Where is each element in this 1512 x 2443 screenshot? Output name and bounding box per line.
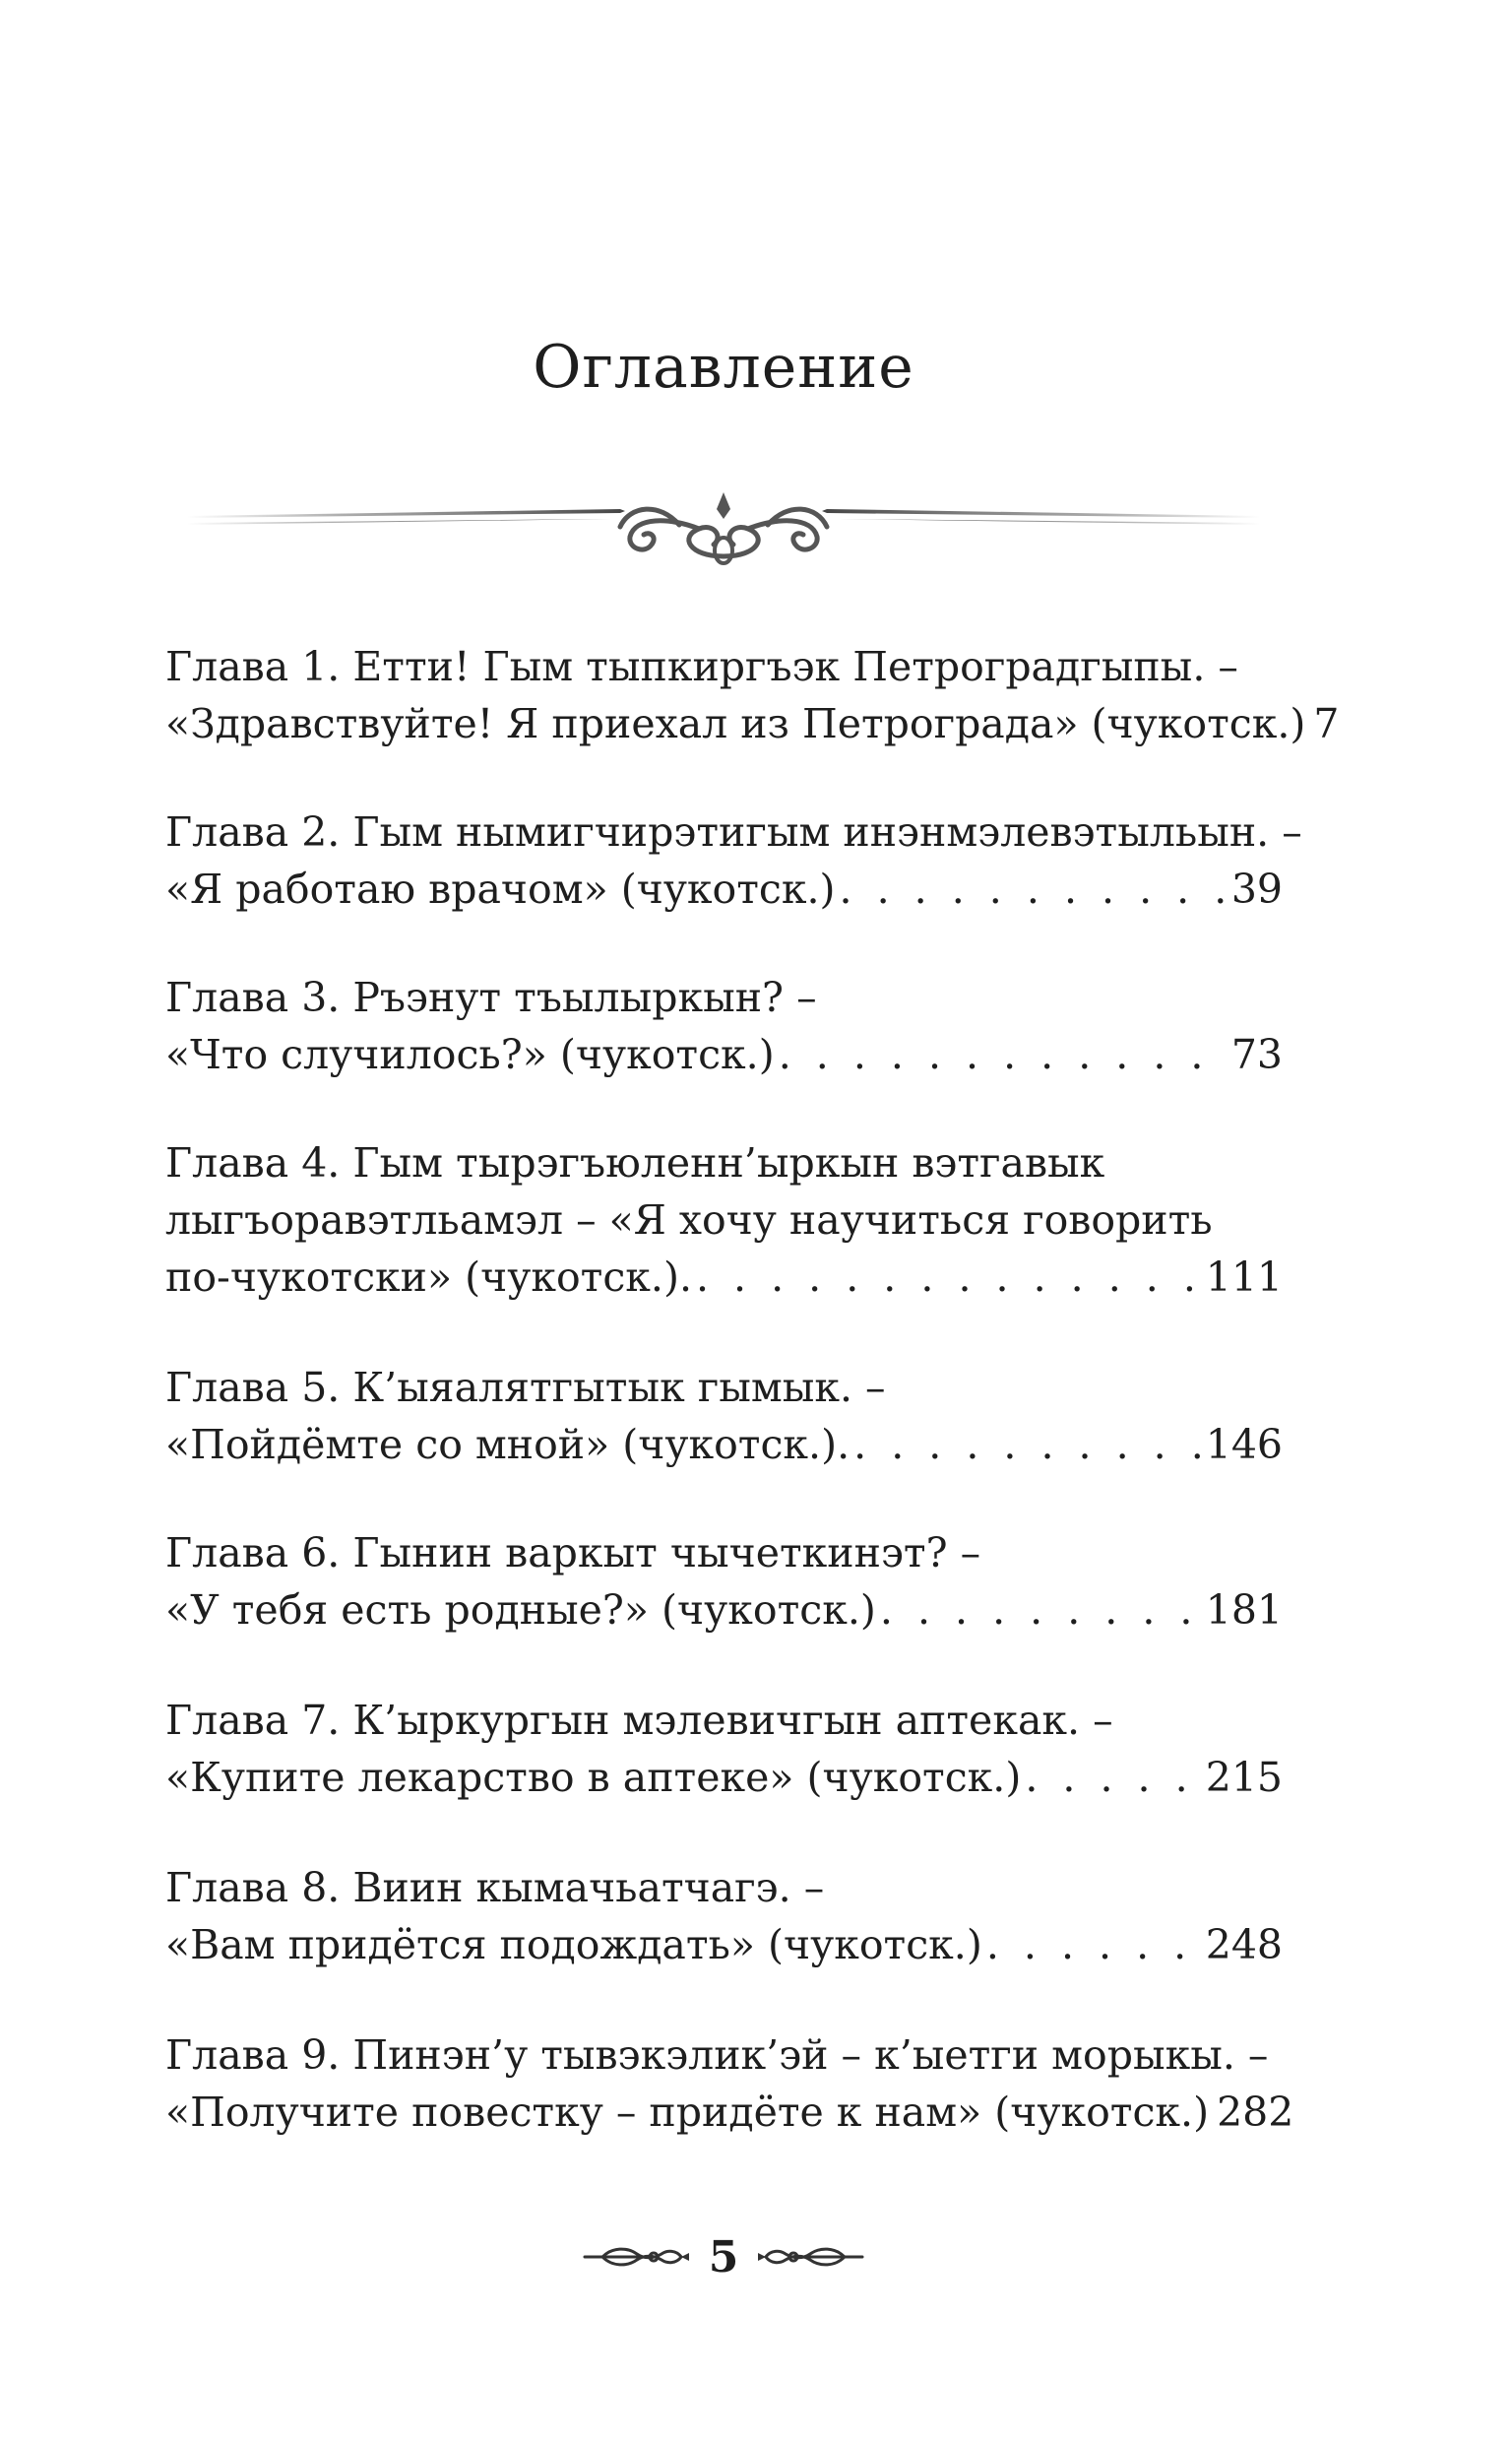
entry-subtitle: «Пойдёмте со мной» (чукотск.). bbox=[165, 1421, 850, 1468]
title-ornament bbox=[187, 487, 1260, 586]
entry-subtitle: «Купите лекарство в аптеке» (чукотск.) bbox=[165, 1754, 1022, 1801]
entry-title-line: Глава 2. Гым нымигчирэтигым инэнмэлевэтыльын. – bbox=[165, 808, 1302, 856]
dot-leader bbox=[836, 861, 1231, 918]
entry-subtitle: «Вам придётся подождать» (чукотск.) bbox=[165, 1921, 982, 1968]
page-title: Оглавление bbox=[533, 333, 914, 402]
entry-title-line: Глава 7. К’ыркургын мэлевичгын аптекак. – bbox=[165, 1697, 1113, 1744]
page-number: 73 bbox=[1230, 1031, 1283, 1078]
page-number: 146 bbox=[1205, 1421, 1283, 1468]
page-number: 39 bbox=[1230, 866, 1283, 913]
entry-subtitle: «Что случилось?» (чукотск.) bbox=[165, 1031, 775, 1078]
entry-subtitle: «Я работаю врачом» (чукотск.) bbox=[165, 866, 836, 913]
dot-leader bbox=[850, 1416, 1206, 1473]
toc-entry-4[interactable] bbox=[165, 1134, 1283, 1306]
folio-ornament-right-icon bbox=[756, 2242, 864, 2272]
toc-entry-3[interactable] bbox=[165, 969, 1283, 1083]
entry-title-line: Глава 1. Етти! Гым тыпкиргъэк Петроградгыпы. – bbox=[165, 643, 1238, 690]
page-number: 215 bbox=[1205, 1754, 1283, 1801]
entry-title-line: Глава 4. Гым тырэгъюленн’ыркын вэтгавык bbox=[165, 1139, 1105, 1187]
entry-subtitle: «Здравствуйте! Я приехал из Петрограда» (чукотск.) bbox=[165, 700, 1306, 747]
toc-entry-9[interactable] bbox=[165, 2026, 1294, 2141]
dot-leader bbox=[876, 1581, 1206, 1639]
dot-leader bbox=[692, 1249, 1206, 1306]
entry-subtitle: «Получите повестку – придёте к нам» (чукотск.) bbox=[165, 2089, 1210, 2136]
page-number-folio: 5 bbox=[708, 2231, 739, 2282]
page-number: 181 bbox=[1205, 1586, 1283, 1634]
dot-leader bbox=[982, 1916, 1206, 1973]
dot-leader bbox=[775, 1026, 1231, 1083]
folio-ornament-left-icon bbox=[583, 2242, 691, 2272]
toc-entry-5[interactable] bbox=[165, 1359, 1283, 1473]
toc-entry-6[interactable] bbox=[165, 1524, 1283, 1639]
page-number: 282 bbox=[1217, 2089, 1294, 2136]
entry-title-line: Глава 6. Гынин варкыт чычеткинэт? – bbox=[165, 1529, 981, 1576]
toc-entry-8[interactable] bbox=[165, 1859, 1283, 1973]
page-footer bbox=[0, 2227, 1447, 2286]
page-number: 7 bbox=[1313, 700, 1340, 747]
toc-entry-7[interactable] bbox=[165, 1692, 1283, 1806]
entry-title-line: Глава 5. К’ыяалятгытык гымык. – bbox=[165, 1364, 886, 1411]
dot-leader bbox=[1209, 2084, 1217, 2141]
toc-entry-2[interactable] bbox=[165, 804, 1302, 918]
dot-leader bbox=[1021, 1749, 1205, 1806]
page-number: 111 bbox=[1205, 1254, 1283, 1301]
entry-title-line: Глава 8. Виин кымачьатчагэ. – bbox=[165, 1864, 825, 1911]
dot-leader bbox=[1305, 695, 1313, 752]
entry-title-line: Глава 3. Ръэнут тъылыркын? – bbox=[165, 974, 817, 1021]
entry-title-line: лыгъоравэтльамэл – «Я хочу научиться говорить bbox=[165, 1196, 1213, 1244]
entry-subtitle: «У тебя есть родные?» (чукотск.) bbox=[165, 1586, 876, 1634]
page-number: 248 bbox=[1205, 1921, 1283, 1968]
entry-subtitle: по-чукотски» (чукотск.). bbox=[165, 1254, 692, 1301]
entry-title-line: Глава 9. Пинэн’у тывэкэлик’эй – к’ыетги морыкы. – bbox=[165, 2031, 1269, 2079]
toc-entry-1[interactable] bbox=[165, 638, 1340, 752]
